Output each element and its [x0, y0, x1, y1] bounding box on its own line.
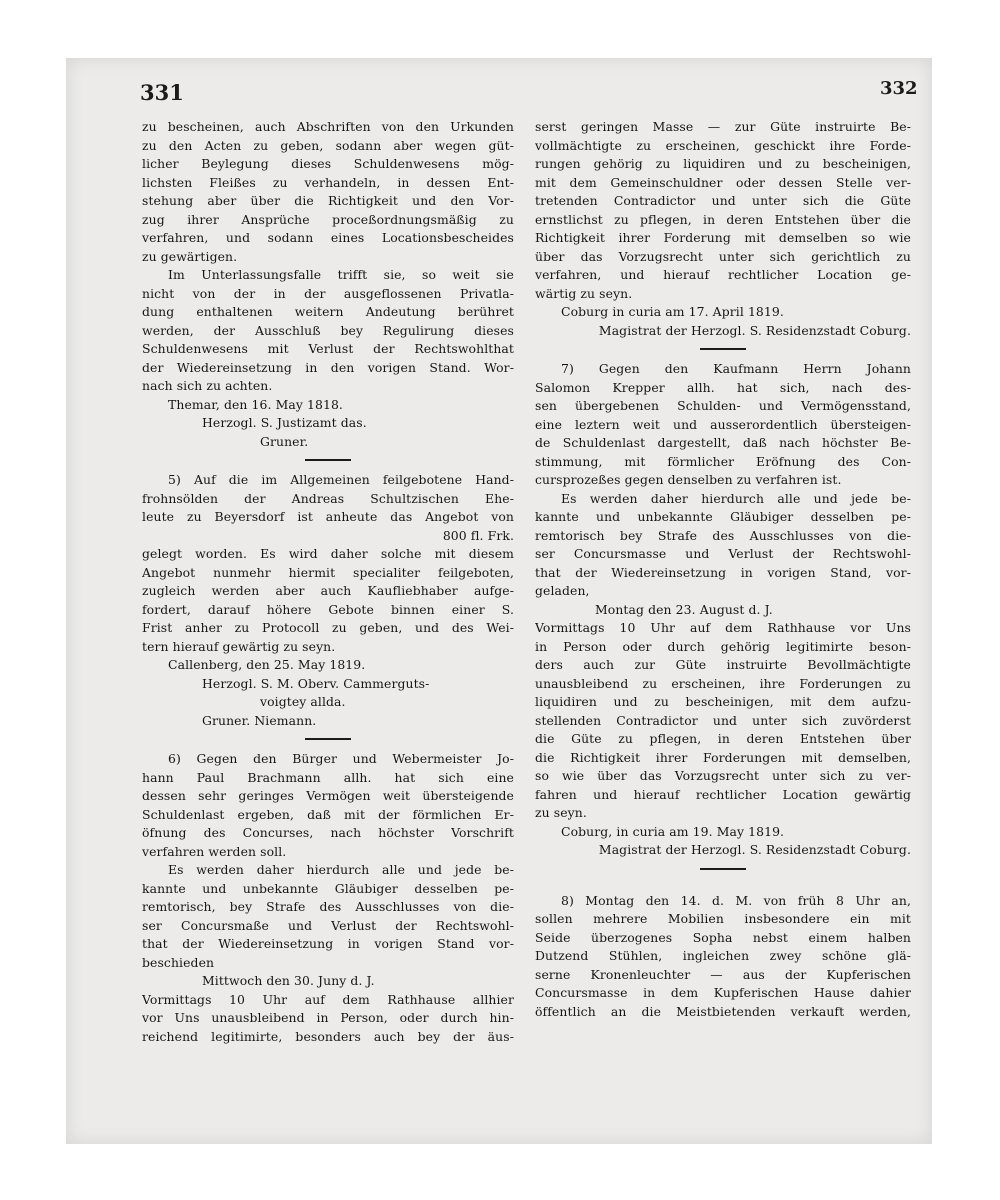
text-line: Mittwoch den 30. Juny d. J.	[202, 973, 375, 988]
text-line: Vormittags 10 Uhr auf dem Rathhause vor Uns	[535, 620, 911, 635]
text-line: wärtig zu seyn.	[535, 285, 633, 301]
text-line: geladen,	[535, 583, 590, 598]
text-line: reichend legitimirte, besonders auch bey der äus-	[142, 1028, 514, 1044]
text-line: vor Uns unausbleibend in Person, oder durch hin-	[142, 1010, 514, 1025]
left-text-column	[142, 118, 514, 1046]
text-line: Magistrat der Herzogl. S. Residenzstadt Coburg.	[598, 322, 911, 338]
text-line: ser Concursmasse und Verlust der Rechtswohl-	[535, 546, 911, 561]
text-line: verfahren, und sodann eines Locationsbescheides	[142, 230, 514, 245]
text-line: zugleich werden aber auch Kaufliebhaber aufge-	[142, 583, 514, 598]
text-line: Seide überzogenes Sopha nebst einem halben	[535, 929, 911, 945]
text-line: Es werden daher hierdurch alle und jede be-	[561, 490, 911, 506]
text-line: Es werden daher hierdurch alle und jede be-	[168, 862, 514, 877]
text-line: werden, der Ausschluß bey Regulirung dieses	[142, 322, 514, 338]
text-line: zu seyn.	[535, 805, 587, 820]
text-line: so wie über das Vorzugsrecht unter sich zu ver-	[535, 768, 911, 783]
text-line: cursprozeßes gegen denselben zu verfahren ist.	[535, 472, 842, 487]
text-line: Gruner.	[260, 433, 309, 449]
text-line: liquidiren und zu bescheinigen, mit dem aufzu-	[535, 694, 911, 709]
text-line: mit dem Gemeinschuldner oder dessen Stelle ver-	[535, 174, 911, 190]
text-line: 800 fl. Frk.	[442, 527, 514, 543]
text-line: die Güte zu pflegen, in deren Entstehen über	[535, 731, 911, 746]
text-line: Schuldenlast ergeben, daß mit der förmlichen Er-	[142, 806, 514, 822]
text-line: stehung aber über die Richtigkeit und den Vor-	[142, 193, 514, 208]
text-line: Schuldenwesens mit Verlust der Rechtswohlthat	[142, 341, 514, 356]
text-line: 5) Auf die im Allgemeinen feilgebotene Hand-	[168, 472, 514, 487]
text-line: ders auch zur Güte instruirte Bevollmächtigte	[535, 657, 911, 672]
text-line: serne Kronenleuchter — aus der Kupferischen	[535, 966, 911, 982]
text-line: sen übergebenen Schulden- und Vermögensstand,	[535, 398, 911, 413]
text-line: remtorisch bey Strafe des Ausschlusses von die-	[535, 527, 911, 543]
text-line: Dutzend Stühlen, ingleichen zwey schöne glä-	[535, 948, 911, 963]
text-line: remtorisch, bey Strafe des Ausschlusses von die-	[142, 899, 514, 914]
text-line: beschieden	[142, 954, 215, 970]
text-line: that der Wiedereinsetzung in vorigen Stand vor-	[142, 936, 514, 951]
text-line: verfahren, und hierauf rechtlicher Location ge-	[535, 267, 911, 282]
text-line: Frist anher zu Protocoll zu geben, und des Wei-	[142, 620, 514, 635]
text-line: eine leztern weit und ausserordentlich übersteigen-	[535, 416, 911, 432]
text-line: tern hierauf gewärtig zu seyn.	[142, 638, 336, 654]
text-line: stimmung, mit förmlicher Eröfnung des Con-	[535, 453, 911, 469]
text-line: dung enthaltenen weitern Andeutung berühret	[142, 304, 514, 319]
text-line: ser Concursmaße und Verlust der Rechtswohl-	[142, 917, 514, 933]
page-number-right: 332	[880, 78, 918, 99]
section-divider	[700, 348, 746, 350]
text-line: fahren und hierauf rechtlicher Location gewärtig	[535, 786, 911, 802]
text-line: gelegt worden. Es wird daher solche mit diesem	[142, 546, 514, 561]
text-line: unausbleibend zu erscheinen, ihre Forderungen zu	[535, 675, 911, 691]
text-line: zu gewärtigen.	[142, 248, 238, 264]
text-line: der Wiedereinsetzung in den vorigen Stand. Wor-	[142, 359, 514, 375]
text-line: Im Unterlassungsfalle trifft sie, so weit sie	[168, 267, 514, 282]
section-divider	[305, 738, 351, 740]
text-line: Callenberg, den 25. May 1819.	[168, 657, 366, 672]
text-line: serst geringen Masse — zur Güte instruirte Be-	[535, 119, 911, 134]
text-line: frohnsölden der Andreas Schultzischen Ehe-	[142, 490, 514, 506]
text-line: Concursmasse in dem Kupferischen Hause dahier	[535, 985, 911, 1000]
text-line: licher Beylegung dieses Schuldenwesens mög-	[142, 156, 514, 171]
text-line: Coburg, in curia am 19. May 1819.	[561, 823, 785, 839]
text-line: stellenden Contradictor und unter sich zuvörderst	[535, 712, 911, 728]
spacer	[535, 880, 911, 892]
text-line: die Richtigkeit ihrer Forderungen mit demselben,	[535, 749, 911, 765]
page-number-left: 331	[140, 80, 184, 105]
text-line: Magistrat der Herzogl. S. Residenzstadt Coburg.	[598, 842, 911, 857]
section-divider	[305, 459, 351, 461]
text-line: ernstlichst zu pflegen, in deren Entstehen über die	[535, 211, 911, 227]
text-line: 7) Gegen den Kaufmann Herrn Johann	[561, 361, 911, 376]
text-line: rungen gehörig zu liquidiren und zu bescheinigen,	[535, 156, 911, 171]
text-line: dessen sehr geringes Vermögen weit übersteigende	[142, 788, 514, 803]
section-divider	[700, 868, 746, 870]
text-line: Angebot nunmehr hiermit specialiter feilgeboten,	[142, 564, 514, 580]
text-line: nicht von der in der ausgeflossenen Privatla-	[142, 285, 514, 301]
text-line: 8) Montag den 14. d. M. von früh 8 Uhr an,	[561, 892, 911, 908]
text-line: Herzogl. S. M. Oberv. Cammerguts-	[202, 675, 430, 691]
text-line: vollmächtigte zu erscheinen, geschickt ihre Forde-	[535, 137, 911, 153]
text-line: öffentlich an die Meistbietenden verkauft werden,	[535, 1003, 911, 1019]
text-line: sollen mehrere Mobilien insbesondere ein mit	[535, 911, 911, 926]
text-line: kannte und unbekannte Gläubiger desselben pe-	[142, 880, 514, 896]
text-line: Salomon Krepper allh. hat sich, nach des-	[535, 379, 911, 395]
text-line: zu den Acten zu geben, sodann aber wegen güt-	[142, 137, 514, 153]
text-line: hann Paul Brachmann allh. hat sich eine	[142, 769, 514, 785]
text-line: Coburg in curia am 17. April 1819.	[561, 304, 784, 319]
text-line: Herzogl. S. Justizamt das.	[202, 415, 367, 430]
text-line: verfahren werden soll.	[142, 843, 287, 859]
text-line: Montag den 23. August d. J.	[595, 601, 773, 617]
text-line: tretenden Contradictor und unter sich die Güte	[535, 193, 911, 208]
text-line: Vormittags 10 Uhr auf dem Rathhause allhier	[142, 991, 514, 1007]
text-line: lichsten Fleißes zu verhandeln, in dessen Ent-	[142, 174, 514, 190]
text-line: in Person oder durch gehörig legitimirte beson-	[535, 638, 911, 654]
text-line: zu bescheinen, auch Abschriften von den Urkunden	[142, 119, 514, 134]
text-line: nach sich zu achten.	[142, 378, 273, 393]
text-line: de Schuldenlast dargestellt, daß nach höchster Be-	[535, 435, 911, 450]
text-line: voigtey allda.	[260, 694, 346, 709]
text-line: leute zu Beyersdorf ist anheute das Angebot von	[142, 509, 514, 524]
text-line: über das Vorzugsrecht unter sich gerichtlich zu	[535, 248, 911, 264]
text-line: fordert, darauf höhere Gebote binnen einer S.	[142, 601, 514, 617]
text-line: Gruner. Niemann.	[202, 712, 317, 728]
text-line: 6) Gegen den Bürger und Webermeister Jo-	[168, 751, 514, 766]
text-line: Themar, den 16. May 1818.	[168, 396, 343, 412]
right-text-column	[535, 118, 911, 1021]
text-line: zug ihrer Ansprüche proceßordnungsmäßig zu	[142, 211, 514, 227]
text-line: kannte und unbekannte Gläubiger desselben pe-	[535, 509, 911, 524]
text-line: Richtigkeit ihrer Forderung mit demselben so wie	[535, 230, 911, 245]
text-line: that der Wiedereinsetzung in vorigen Stand, vor-	[535, 564, 911, 580]
text-line: öfnung des Concurses, nach höchster Vorschrift	[142, 825, 514, 840]
